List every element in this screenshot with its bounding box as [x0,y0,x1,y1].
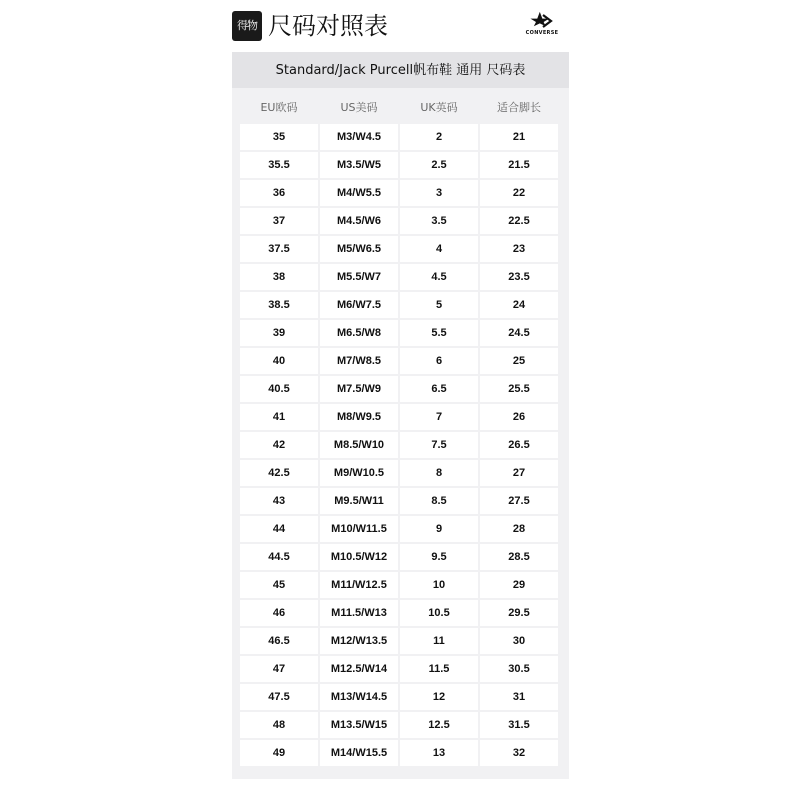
cell-us: M13/W14.5 [320,684,398,710]
table-row [240,432,561,460]
cell-foot-length: 22 [480,180,558,206]
cell-eu: 44 [240,516,318,542]
cell-us: M11.5/W13 [320,600,398,626]
cell-eu: 45 [240,572,318,598]
cell-eu: 38.5 [240,292,318,318]
chart-subtitle: Standard/Jack Purcell帆布鞋 通用 尺码表 [232,52,569,88]
cell-foot-length: 23 [480,236,558,262]
cell-uk: 8.5 [400,488,478,514]
cell-eu: 46.5 [240,628,318,654]
cell-us: M4.5/W6 [320,208,398,234]
cell-us: M5.5/W7 [320,264,398,290]
cell-eu: 42 [240,432,318,458]
cell-us: M8.5/W10 [320,432,398,458]
cell-us: M8/W9.5 [320,404,398,430]
page-title: 尺码对照表 [268,12,388,40]
cell-us: M13.5/W15 [320,712,398,738]
cell-foot-length: 30.5 [480,656,558,682]
cell-us: M9.5/W11 [320,488,398,514]
table-row [240,712,561,740]
cell-foot-length: 26.5 [480,432,558,458]
cell-foot-length: 27 [480,460,558,486]
brand-name: CONVERSE [525,30,559,36]
cell-us: M6.5/W8 [320,320,398,346]
table-row [240,152,561,180]
header [232,8,568,44]
cell-eu: 44.5 [240,544,318,570]
cell-uk: 5 [400,292,478,318]
size-table-body [240,124,561,768]
table-row [240,600,561,628]
cell-eu: 35 [240,124,318,150]
cell-uk: 7 [400,404,478,430]
cell-eu: 46 [240,600,318,626]
cell-eu: 41 [240,404,318,430]
table-row [240,544,561,572]
cell-uk: 4 [400,236,478,262]
cell-uk: 3.5 [400,208,478,234]
cell-eu: 48 [240,712,318,738]
cell-foot-length: 22.5 [480,208,558,234]
cell-uk: 2 [400,124,478,150]
table-row [240,292,561,320]
table-row [240,236,561,264]
cell-foot-length: 29 [480,572,558,598]
table-row [240,404,561,432]
cell-foot-length: 23.5 [480,264,558,290]
cell-us: M10.5/W12 [320,544,398,570]
table-row [240,740,561,768]
column-header-eu: EU欧码 [260,101,298,114]
cell-eu: 40 [240,348,318,374]
brand-logo [522,12,562,42]
cell-foot-length: 28.5 [480,544,558,570]
cell-us: M6/W7.5 [320,292,398,318]
cell-eu: 43 [240,488,318,514]
column-header-us: US美码 [340,101,378,114]
cell-eu: 42.5 [240,460,318,486]
cell-us: M3/W4.5 [320,124,398,150]
cell-uk: 2.5 [400,152,478,178]
cell-uk: 11.5 [400,656,478,682]
app-logo: 得物 [232,11,262,41]
table-row [240,460,561,488]
cell-uk: 8 [400,460,478,486]
star-chevron-icon [529,12,555,30]
cell-uk: 9 [400,516,478,542]
cell-eu: 49 [240,740,318,766]
cell-foot-length: 21.5 [480,152,558,178]
cell-eu: 38 [240,264,318,290]
cell-eu: 40.5 [240,376,318,402]
cell-us: M12/W13.5 [320,628,398,654]
cell-uk: 10.5 [400,600,478,626]
table-row [240,684,561,712]
column-header-foot-length: 适合脚长 [497,101,541,114]
cell-foot-length: 26 [480,404,558,430]
cell-uk: 6 [400,348,478,374]
cell-foot-length: 31.5 [480,712,558,738]
column-header-uk: UK英码 [420,101,458,114]
cell-uk: 11 [400,628,478,654]
cell-us: M4/W5.5 [320,180,398,206]
cell-foot-length: 28 [480,516,558,542]
cell-foot-length: 25 [480,348,558,374]
table-row [240,628,561,656]
cell-eu: 47 [240,656,318,682]
table-row [240,376,561,404]
table-row [240,320,561,348]
cell-foot-length: 30 [480,628,558,654]
cell-foot-length: 24 [480,292,558,318]
cell-us: M12.5/W14 [320,656,398,682]
cell-foot-length: 29.5 [480,600,558,626]
cell-eu: 37 [240,208,318,234]
cell-eu: 35.5 [240,152,318,178]
cell-foot-length: 25.5 [480,376,558,402]
cell-uk: 13 [400,740,478,766]
cell-eu: 47.5 [240,684,318,710]
cell-eu: 37.5 [240,236,318,262]
cell-us: M11/W12.5 [320,572,398,598]
cell-us: M9/W10.5 [320,460,398,486]
cell-foot-length: 24.5 [480,320,558,346]
cell-uk: 10 [400,572,478,598]
cell-us: M10/W11.5 [320,516,398,542]
cell-uk: 5.5 [400,320,478,346]
cell-us: M3.5/W5 [320,152,398,178]
cell-us: M7.5/W9 [320,376,398,402]
cell-foot-length: 27.5 [480,488,558,514]
cell-eu: 36 [240,180,318,206]
table-row [240,208,561,236]
cell-foot-length: 32 [480,740,558,766]
cell-us: M14/W15.5 [320,740,398,766]
cell-uk: 4.5 [400,264,478,290]
table-row [240,488,561,516]
cell-uk: 9.5 [400,544,478,570]
cell-eu: 39 [240,320,318,346]
table-row [240,180,561,208]
cell-us: M5/W6.5 [320,236,398,262]
size-chart-panel [232,52,569,779]
cell-us: M7/W8.5 [320,348,398,374]
cell-foot-length: 21 [480,124,558,150]
cell-uk: 3 [400,180,478,206]
table-row [240,516,561,544]
cell-foot-length: 31 [480,684,558,710]
cell-uk: 12.5 [400,712,478,738]
table-row [240,572,561,600]
cell-uk: 6.5 [400,376,478,402]
cell-uk: 7.5 [400,432,478,458]
table-row [240,656,561,684]
cell-uk: 12 [400,684,478,710]
table-row [240,124,561,152]
table-row [240,264,561,292]
table-row [240,348,561,376]
